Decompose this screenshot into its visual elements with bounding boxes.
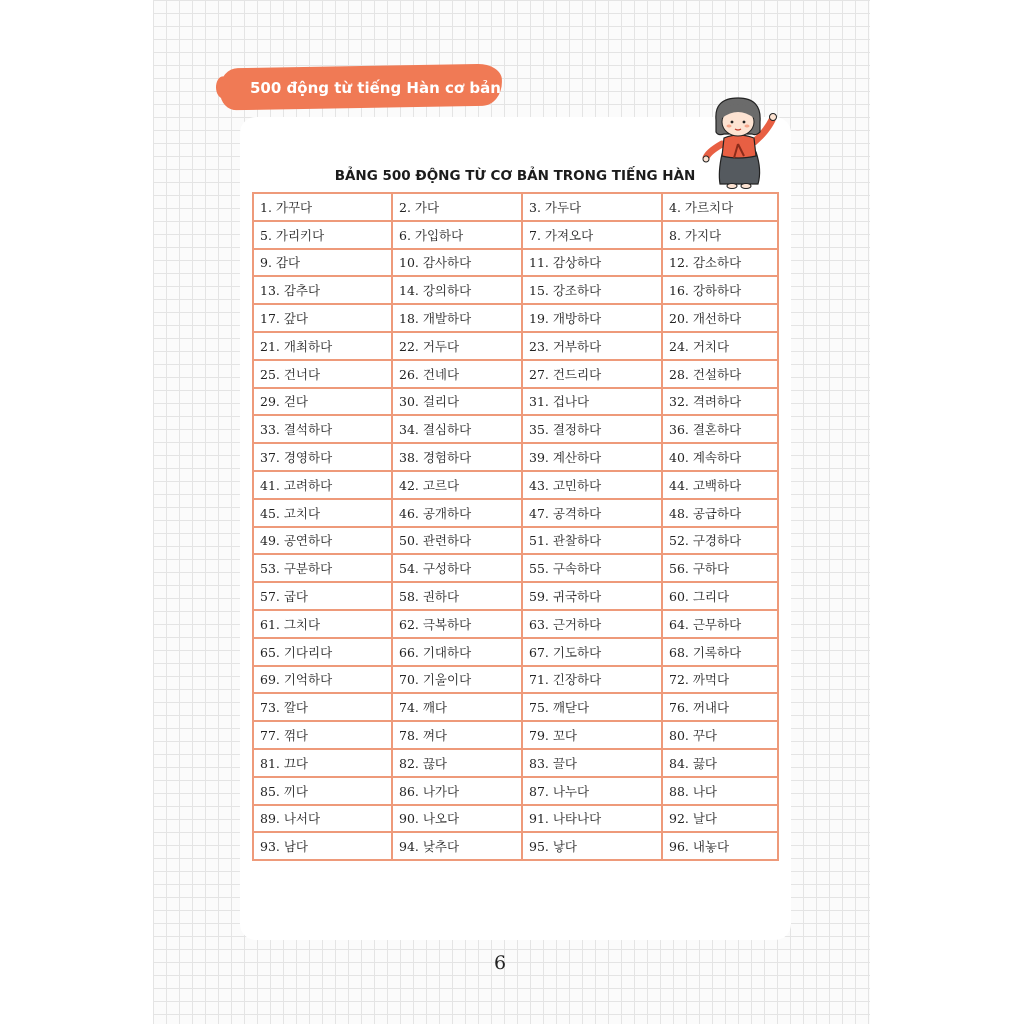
verb-cell: 72. 까먹다 xyxy=(662,666,778,694)
verb-cell: 88. 나다 xyxy=(662,777,778,805)
verb-cell: 38. 경험하다 xyxy=(392,443,522,471)
table-row xyxy=(253,554,778,582)
verb-cell: 74. 깨다 xyxy=(392,693,522,721)
table-row xyxy=(253,360,778,388)
verb-cell: 18. 개발하다 xyxy=(392,304,522,332)
table-row xyxy=(253,332,778,360)
verb-cell: 19. 개방하다 xyxy=(522,304,662,332)
verb-table-body xyxy=(253,193,778,860)
verb-cell: 20. 개선하다 xyxy=(662,304,778,332)
verb-cell: 77. 꺾다 xyxy=(253,721,392,749)
verb-cell: 12. 감소하다 xyxy=(662,249,778,277)
verb-cell: 81. 끄다 xyxy=(253,749,392,777)
verb-cell: 59. 귀국하다 xyxy=(522,582,662,610)
verb-cell: 86. 나가다 xyxy=(392,777,522,805)
verb-cell: 83. 끌다 xyxy=(522,749,662,777)
verb-cell: 7. 가져오다 xyxy=(522,221,662,249)
verb-cell: 93. 남다 xyxy=(253,832,392,860)
verb-cell: 57. 굽다 xyxy=(253,582,392,610)
verb-cell: 11. 감상하다 xyxy=(522,249,662,277)
page-number: 6 xyxy=(493,952,507,974)
table-row xyxy=(253,582,778,610)
verb-cell: 13. 감추다 xyxy=(253,276,392,304)
table-row xyxy=(253,304,778,332)
table-row xyxy=(253,415,778,443)
verb-cell: 34. 결심하다 xyxy=(392,415,522,443)
table-row xyxy=(253,832,778,860)
verb-cell: 22. 거두다 xyxy=(392,332,522,360)
verb-cell: 87. 나누다 xyxy=(522,777,662,805)
verb-cell: 9. 감다 xyxy=(253,249,392,277)
verb-cell: 92. 날다 xyxy=(662,805,778,833)
verb-cell: 17. 갚다 xyxy=(253,304,392,332)
table-row xyxy=(253,805,778,833)
verb-cell: 71. 긴장하다 xyxy=(522,666,662,694)
verb-cell: 58. 권하다 xyxy=(392,582,522,610)
verb-cell: 48. 공급하다 xyxy=(662,499,778,527)
table-row xyxy=(253,193,778,221)
verb-cell: 44. 고백하다 xyxy=(662,471,778,499)
table-row xyxy=(253,666,778,694)
verb-cell: 10. 감사하다 xyxy=(392,249,522,277)
banner-text: 500 động từ tiếng Hàn cơ bản xyxy=(250,79,501,97)
verb-cell: 49. 공연하다 xyxy=(253,527,392,555)
verb-cell: 78. 껴다 xyxy=(392,721,522,749)
table-row xyxy=(253,499,778,527)
verb-cell: 29. 걷다 xyxy=(253,388,392,416)
verb-cell: 53. 구분하다 xyxy=(253,554,392,582)
verb-cell: 45. 고치다 xyxy=(253,499,392,527)
verb-cell: 63. 근거하다 xyxy=(522,610,662,638)
verb-cell: 91. 나타나다 xyxy=(522,805,662,833)
verb-cell: 95. 낳다 xyxy=(522,832,662,860)
verb-cell: 64. 근무하다 xyxy=(662,610,778,638)
verb-cell: 3. 가두다 xyxy=(522,193,662,221)
verb-cell: 26. 건네다 xyxy=(392,360,522,388)
verb-cell: 85. 끼다 xyxy=(253,777,392,805)
verb-cell: 43. 고민하다 xyxy=(522,471,662,499)
table-row xyxy=(253,638,778,666)
verb-cell: 46. 공개하다 xyxy=(392,499,522,527)
verb-cell: 84. 끓다 xyxy=(662,749,778,777)
table-row xyxy=(253,471,778,499)
verb-cell: 36. 결혼하다 xyxy=(662,415,778,443)
verb-cell: 68. 기록하다 xyxy=(662,638,778,666)
verb-cell: 28. 건설하다 xyxy=(662,360,778,388)
verb-cell: 6. 가입하다 xyxy=(392,221,522,249)
verb-cell: 82. 끊다 xyxy=(392,749,522,777)
verb-cell: 8. 가지다 xyxy=(662,221,778,249)
verb-cell: 55. 구속하다 xyxy=(522,554,662,582)
verb-cell: 51. 관찰하다 xyxy=(522,527,662,555)
table-row xyxy=(253,249,778,277)
verb-cell: 52. 구경하다 xyxy=(662,527,778,555)
verb-cell: 16. 강하하다 xyxy=(662,276,778,304)
verb-cell: 65. 기다리다 xyxy=(253,638,392,666)
verb-cell: 62. 극복하다 xyxy=(392,610,522,638)
verb-cell: 24. 거치다 xyxy=(662,332,778,360)
table-row xyxy=(253,777,778,805)
table-row xyxy=(253,721,778,749)
verb-cell: 73. 깔다 xyxy=(253,693,392,721)
verb-cell: 5. 가리키다 xyxy=(253,221,392,249)
verb-cell: 54. 구성하다 xyxy=(392,554,522,582)
verb-cell: 80. 꾸다 xyxy=(662,721,778,749)
verb-cell: 1. 가꾸다 xyxy=(253,193,392,221)
verb-cell: 75. 깨닫다 xyxy=(522,693,662,721)
verb-cell: 50. 관련하다 xyxy=(392,527,522,555)
verb-cell: 67. 기도하다 xyxy=(522,638,662,666)
verb-cell: 90. 나오다 xyxy=(392,805,522,833)
table-title: BẢNG 500 ĐỘNG TỪ CƠ BẢN TRONG TIẾNG HÀN xyxy=(334,168,696,184)
table-row xyxy=(253,693,778,721)
verb-cell: 47. 공격하다 xyxy=(522,499,662,527)
verb-cell: 69. 기억하다 xyxy=(253,666,392,694)
verb-cell: 42. 고르다 xyxy=(392,471,522,499)
verb-cell: 39. 계산하다 xyxy=(522,443,662,471)
verb-cell: 79. 꼬다 xyxy=(522,721,662,749)
verb-cell: 96. 내놓다 xyxy=(662,832,778,860)
verb-cell: 56. 구하다 xyxy=(662,554,778,582)
verb-cell: 40. 계속하다 xyxy=(662,443,778,471)
table-row xyxy=(253,749,778,777)
verb-cell: 4. 가르치다 xyxy=(662,193,778,221)
verb-cell: 61. 그치다 xyxy=(253,610,392,638)
verb-cell: 94. 낮추다 xyxy=(392,832,522,860)
verb-cell: 31. 겁나다 xyxy=(522,388,662,416)
verb-cell: 33. 결석하다 xyxy=(253,415,392,443)
verb-cell: 21. 개최하다 xyxy=(253,332,392,360)
verb-cell: 37. 경영하다 xyxy=(253,443,392,471)
verb-cell: 76. 꺼내다 xyxy=(662,693,778,721)
verb-cell: 60. 그리다 xyxy=(662,582,778,610)
verb-cell: 2. 가다 xyxy=(392,193,522,221)
verb-cell: 41. 고려하다 xyxy=(253,471,392,499)
verb-cell: 66. 기대하다 xyxy=(392,638,522,666)
verb-cell: 14. 강의하다 xyxy=(392,276,522,304)
verb-cell: 25. 건너다 xyxy=(253,360,392,388)
verb-cell: 32. 격려하다 xyxy=(662,388,778,416)
verb-cell: 23. 거부하다 xyxy=(522,332,662,360)
verb-cell: 70. 기울이다 xyxy=(392,666,522,694)
verb-cell: 35. 결정하다 xyxy=(522,415,662,443)
table-row xyxy=(253,221,778,249)
verb-table xyxy=(252,192,779,861)
table-row xyxy=(253,443,778,471)
verb-cell: 30. 걸리다 xyxy=(392,388,522,416)
table-row xyxy=(253,276,778,304)
table-row xyxy=(253,388,778,416)
verb-cell: 89. 나서다 xyxy=(253,805,392,833)
verb-cell: 27. 건드리다 xyxy=(522,360,662,388)
table-row xyxy=(253,610,778,638)
table-row xyxy=(253,527,778,555)
verb-cell: 15. 강조하다 xyxy=(522,276,662,304)
